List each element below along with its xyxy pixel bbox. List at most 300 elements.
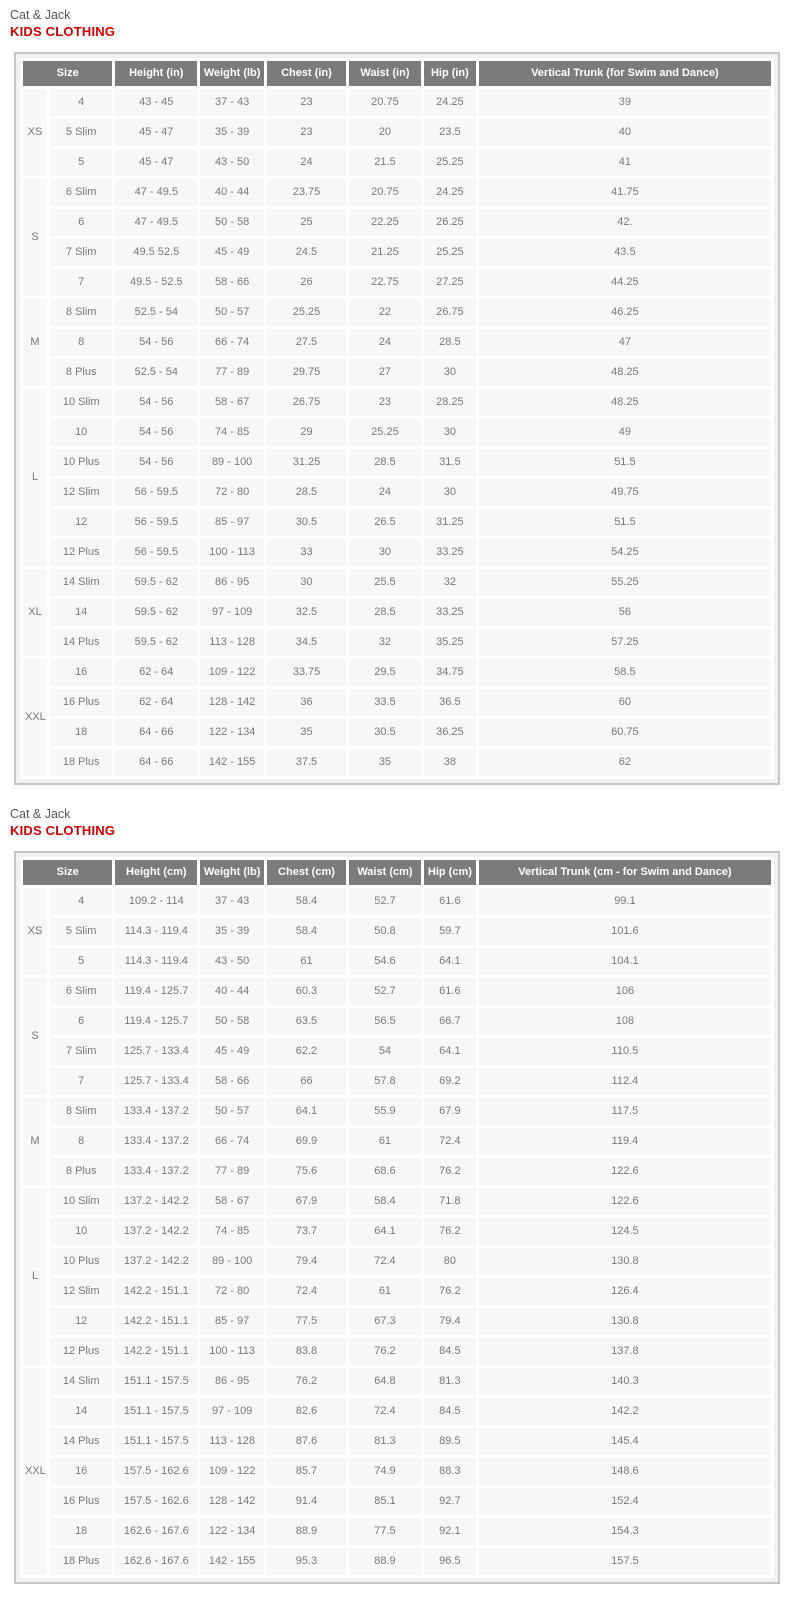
column-header-2: Weight (lb)	[199, 858, 266, 886]
value-cell: 51.5	[477, 507, 772, 537]
value-cell: 54 - 56	[114, 387, 199, 417]
column-header-5: Hip (cm)	[422, 858, 477, 886]
value-cell: 99.1	[477, 886, 772, 916]
value-cell: 80	[422, 1246, 477, 1276]
value-cell: 39	[477, 87, 772, 117]
value-cell: 30	[422, 417, 477, 447]
table-row	[22, 537, 773, 567]
size-cell: 12	[49, 1306, 114, 1336]
value-cell: 21.5	[347, 147, 422, 177]
table-row	[22, 687, 773, 717]
value-cell: 110.5	[477, 1036, 772, 1066]
table-row	[22, 886, 773, 916]
value-cell: 113 - 128	[199, 627, 266, 657]
value-cell: 104.1	[477, 946, 772, 976]
size-cell: 5	[49, 946, 114, 976]
value-cell: 109 - 122	[199, 1456, 266, 1486]
table-row	[22, 1276, 773, 1306]
table-row	[22, 207, 773, 237]
brand-category: KIDS CLOTHING	[10, 822, 116, 838]
table-row	[22, 417, 773, 447]
table-row	[22, 717, 773, 747]
value-cell: 28.5	[347, 597, 422, 627]
value-cell: 58 - 66	[199, 1066, 266, 1096]
value-cell: 69.9	[266, 1126, 348, 1156]
value-cell: 89 - 100	[199, 1246, 266, 1276]
size-cell: 5 Slim	[49, 916, 114, 946]
value-cell: 151.1 - 157.5	[114, 1396, 199, 1426]
value-cell: 50 - 57	[199, 297, 266, 327]
value-cell: 100 - 113	[199, 537, 266, 567]
value-cell: 33.25	[422, 537, 477, 567]
value-cell: 20.75	[347, 177, 422, 207]
value-cell: 91.4	[266, 1486, 348, 1516]
value-cell: 43 - 50	[199, 147, 266, 177]
table-row	[22, 237, 773, 267]
value-cell: 36.25	[422, 717, 477, 747]
value-cell: 142 - 155	[199, 1546, 266, 1576]
size-cell: 10 Slim	[49, 1186, 114, 1216]
size-cell: 8 Slim	[49, 297, 114, 327]
table-row	[22, 147, 773, 177]
value-cell: 62	[477, 747, 772, 777]
value-cell: 64.1	[347, 1216, 422, 1246]
size-cell: 14 Plus	[49, 1426, 114, 1456]
value-cell: 113 - 128	[199, 1426, 266, 1456]
brand-header-inches	[0, 0, 794, 52]
size-cell: 16 Plus	[49, 687, 114, 717]
value-cell: 112.4	[477, 1066, 772, 1096]
value-cell: 108	[477, 1006, 772, 1036]
size-cell: 6 Slim	[49, 177, 114, 207]
brand-category: KIDS CLOTHING	[10, 23, 116, 39]
value-cell: 58.4	[266, 886, 348, 916]
table-row	[22, 627, 773, 657]
column-header-0: Size	[22, 59, 114, 87]
value-cell: 34.75	[422, 657, 477, 687]
value-cell: 137.2 - 142.2	[114, 1216, 199, 1246]
size-cell: 8 Slim	[49, 1096, 114, 1126]
value-cell: 21.25	[347, 237, 422, 267]
value-cell: 26	[266, 267, 348, 297]
value-cell: 72.4	[347, 1396, 422, 1426]
value-cell: 59.5 - 62	[114, 567, 199, 597]
size-cell: 6	[49, 207, 114, 237]
size-cell: 7 Slim	[49, 1036, 114, 1066]
table-row	[22, 657, 773, 687]
value-cell: 32	[422, 567, 477, 597]
value-cell: 140.3	[477, 1366, 772, 1396]
value-cell: 117.5	[477, 1096, 772, 1126]
value-cell: 133.4 - 137.2	[114, 1096, 199, 1126]
value-cell: 119.4	[477, 1126, 772, 1156]
value-cell: 76.2	[347, 1336, 422, 1366]
value-cell: 54.6	[347, 946, 422, 976]
value-cell: 82.6	[266, 1396, 348, 1426]
value-cell: 68.6	[347, 1156, 422, 1186]
value-cell: 40 - 44	[199, 976, 266, 1006]
value-cell: 152.4	[477, 1486, 772, 1516]
value-cell: 85 - 97	[199, 1306, 266, 1336]
size-group-label-m: M	[22, 297, 49, 387]
value-cell: 54.25	[477, 537, 772, 567]
table-row	[22, 1456, 773, 1486]
value-cell: 49	[477, 417, 772, 447]
value-cell: 30	[347, 537, 422, 567]
value-cell: 30.5	[347, 717, 422, 747]
size-group-label-l: L	[22, 1186, 49, 1366]
size-group-label-xxl: XXL	[22, 657, 49, 777]
size-chart-centimeters-table	[20, 857, 774, 1578]
value-cell: 20.75	[347, 87, 422, 117]
value-cell: 124.5	[477, 1216, 772, 1246]
size-cell: 5 Slim	[49, 117, 114, 147]
value-cell: 76.2	[422, 1156, 477, 1186]
size-cell: 16	[49, 1456, 114, 1486]
table-row	[22, 387, 773, 417]
value-cell: 25	[266, 207, 348, 237]
value-cell: 58.5	[477, 657, 772, 687]
value-cell: 27.25	[422, 267, 477, 297]
table-row	[22, 1516, 773, 1546]
size-cell: 4	[49, 87, 114, 117]
value-cell: 25.25	[422, 147, 477, 177]
value-cell: 22	[347, 297, 422, 327]
value-cell: 109.2 - 114	[114, 886, 199, 916]
table-row	[22, 1306, 773, 1336]
value-cell: 92.1	[422, 1516, 477, 1546]
value-cell: 24.5	[266, 237, 348, 267]
value-cell: 57.8	[347, 1066, 422, 1096]
value-cell: 22.75	[347, 267, 422, 297]
value-cell: 64.1	[266, 1096, 348, 1126]
size-group-label-s: S	[22, 976, 49, 1096]
value-cell: 31.25	[266, 447, 348, 477]
value-cell: 23.5	[422, 117, 477, 147]
value-cell: 54 - 56	[114, 447, 199, 477]
table-row	[22, 1066, 773, 1096]
value-cell: 50 - 58	[199, 207, 266, 237]
value-cell: 89.5	[422, 1426, 477, 1456]
value-cell: 54 - 56	[114, 327, 199, 357]
value-cell: 95.3	[266, 1546, 348, 1576]
value-cell: 81.3	[347, 1426, 422, 1456]
value-cell: 119.4 - 125.7	[114, 1006, 199, 1036]
value-cell: 86 - 95	[199, 567, 266, 597]
value-cell: 40 - 44	[199, 177, 266, 207]
value-cell: 30.5	[266, 507, 348, 537]
value-cell: 56 - 59.5	[114, 537, 199, 567]
value-cell: 31.25	[422, 507, 477, 537]
value-cell: 59.5 - 62	[114, 597, 199, 627]
value-cell: 28.5	[347, 447, 422, 477]
value-cell: 88.9	[266, 1516, 348, 1546]
value-cell: 48.25	[477, 357, 772, 387]
value-cell: 66 - 74	[199, 327, 266, 357]
table-row	[22, 87, 773, 117]
value-cell: 106	[477, 976, 772, 1006]
value-cell: 130.8	[477, 1246, 772, 1276]
value-cell: 54 - 56	[114, 417, 199, 447]
table-row	[22, 477, 773, 507]
size-cell: 8 Plus	[49, 357, 114, 387]
size-cell: 10 Slim	[49, 387, 114, 417]
value-cell: 60.3	[266, 976, 348, 1006]
size-group-label-xxl: XXL	[22, 1366, 49, 1576]
value-cell: 29	[266, 417, 348, 447]
size-group-label-xs: XS	[22, 886, 49, 976]
value-cell: 142 - 155	[199, 747, 266, 777]
value-cell: 49.5 - 52.5	[114, 267, 199, 297]
value-cell: 38	[422, 747, 477, 777]
size-cell: 18	[49, 1516, 114, 1546]
column-header-4: Waist (in)	[347, 59, 422, 87]
size-cell: 16 Plus	[49, 1486, 114, 1516]
value-cell: 125.7 - 133.4	[114, 1036, 199, 1066]
value-cell: 23	[266, 87, 348, 117]
value-cell: 33.25	[422, 597, 477, 627]
table-row	[22, 117, 773, 147]
column-header-0: Size	[22, 858, 114, 886]
value-cell: 79.4	[266, 1246, 348, 1276]
table-row	[22, 177, 773, 207]
value-cell: 23.75	[266, 177, 348, 207]
value-cell: 148.6	[477, 1456, 772, 1486]
value-cell: 32.5	[266, 597, 348, 627]
size-group-label-m: M	[22, 1096, 49, 1186]
value-cell: 66	[266, 1066, 348, 1096]
column-header-6: Vertical Trunk (for Swim and Dance)	[477, 59, 772, 87]
value-cell: 64 - 66	[114, 747, 199, 777]
size-group-label-xs: XS	[22, 87, 49, 177]
value-cell: 72 - 80	[199, 1276, 266, 1306]
header-row	[22, 59, 773, 87]
value-cell: 60.75	[477, 717, 772, 747]
value-cell: 85 - 97	[199, 507, 266, 537]
value-cell: 29.75	[266, 357, 348, 387]
size-cell: 8 Plus	[49, 1156, 114, 1186]
value-cell: 30	[422, 357, 477, 387]
value-cell: 29.5	[347, 657, 422, 687]
size-cell: 16	[49, 657, 114, 687]
value-cell: 84.5	[422, 1336, 477, 1366]
value-cell: 87.6	[266, 1426, 348, 1456]
value-cell: 75.6	[266, 1156, 348, 1186]
table-row	[22, 567, 773, 597]
value-cell: 36.5	[422, 687, 477, 717]
value-cell: 66 - 74	[199, 1126, 266, 1156]
value-cell: 130.8	[477, 1306, 772, 1336]
size-cell: 6	[49, 1006, 114, 1036]
value-cell: 162.6 - 167.6	[114, 1516, 199, 1546]
table-row	[22, 1246, 773, 1276]
value-cell: 86 - 95	[199, 1366, 266, 1396]
table-row	[22, 327, 773, 357]
value-cell: 25.5	[347, 567, 422, 597]
value-cell: 20	[347, 117, 422, 147]
value-cell: 40	[477, 117, 772, 147]
value-cell: 36	[266, 687, 348, 717]
value-cell: 33	[266, 537, 348, 567]
header-row	[22, 858, 773, 886]
value-cell: 157.5	[477, 1546, 772, 1576]
value-cell: 31.5	[422, 447, 477, 477]
value-cell: 77 - 89	[199, 1156, 266, 1186]
value-cell: 50.8	[347, 916, 422, 946]
value-cell: 32	[347, 627, 422, 657]
table-row	[22, 946, 773, 976]
size-cell: 10 Plus	[49, 1246, 114, 1276]
value-cell: 61.6	[422, 886, 477, 916]
value-cell: 22.25	[347, 207, 422, 237]
size-cell: 6 Slim	[49, 976, 114, 1006]
value-cell: 71.8	[422, 1186, 477, 1216]
value-cell: 77 - 89	[199, 357, 266, 387]
value-cell: 79.4	[422, 1306, 477, 1336]
column-header-2: Weight (lb)	[199, 59, 266, 87]
value-cell: 63.5	[266, 1006, 348, 1036]
value-cell: 64.1	[422, 1036, 477, 1066]
table-row	[22, 597, 773, 627]
value-cell: 35.25	[422, 627, 477, 657]
value-cell: 30	[422, 477, 477, 507]
table-row	[22, 1336, 773, 1366]
value-cell: 35	[347, 747, 422, 777]
value-cell: 47	[477, 327, 772, 357]
size-cell: 4	[49, 886, 114, 916]
value-cell: 122 - 134	[199, 717, 266, 747]
value-cell: 50 - 58	[199, 1006, 266, 1036]
value-cell: 72.4	[347, 1246, 422, 1276]
size-cell: 18 Plus	[49, 1546, 114, 1576]
value-cell: 96.5	[422, 1546, 477, 1576]
value-cell: 28.5	[422, 327, 477, 357]
value-cell: 157.5 - 162.6	[114, 1456, 199, 1486]
value-cell: 46.25	[477, 297, 772, 327]
size-chart-centimeters	[14, 851, 780, 1584]
value-cell: 74 - 85	[199, 1216, 266, 1246]
value-cell: 47 - 49.5	[114, 177, 199, 207]
value-cell: 92.7	[422, 1486, 477, 1516]
value-cell: 89 - 100	[199, 447, 266, 477]
value-cell: 41.75	[477, 177, 772, 207]
value-cell: 35	[266, 717, 348, 747]
size-cell: 14 Slim	[49, 1366, 114, 1396]
value-cell: 56	[477, 597, 772, 627]
value-cell: 126.4	[477, 1276, 772, 1306]
value-cell: 114.3 - 119.4	[114, 946, 199, 976]
value-cell: 72.4	[266, 1276, 348, 1306]
value-cell: 30	[266, 567, 348, 597]
value-cell: 151.1 - 157.5	[114, 1366, 199, 1396]
value-cell: 52.7	[347, 976, 422, 1006]
size-cell: 8	[49, 327, 114, 357]
value-cell: 55.25	[477, 567, 772, 597]
value-cell: 142.2 - 151.1	[114, 1276, 199, 1306]
value-cell: 157.5 - 162.6	[114, 1486, 199, 1516]
size-cell: 7 Slim	[49, 237, 114, 267]
value-cell: 23	[266, 117, 348, 147]
value-cell: 34.5	[266, 627, 348, 657]
value-cell: 69.2	[422, 1066, 477, 1096]
value-cell: 122 - 134	[199, 1516, 266, 1546]
value-cell: 133.4 - 137.2	[114, 1126, 199, 1156]
value-cell: 97 - 109	[199, 597, 266, 627]
value-cell: 49.5 52.5	[114, 237, 199, 267]
value-cell: 128 - 142	[199, 1486, 266, 1516]
size-cell: 12 Slim	[49, 1276, 114, 1306]
value-cell: 88.9	[347, 1546, 422, 1576]
table-row	[22, 1006, 773, 1036]
value-cell: 114.3 - 119.4	[114, 916, 199, 946]
value-cell: 45 - 49	[199, 237, 266, 267]
value-cell: 23	[347, 387, 422, 417]
value-cell: 128 - 142	[199, 687, 266, 717]
value-cell: 45 - 49	[199, 1036, 266, 1066]
value-cell: 58 - 67	[199, 1186, 266, 1216]
value-cell: 57.25	[477, 627, 772, 657]
value-cell: 137.2 - 142.2	[114, 1186, 199, 1216]
value-cell: 51.5	[477, 447, 772, 477]
table-row	[22, 1396, 773, 1426]
value-cell: 58.4	[347, 1186, 422, 1216]
table-row	[22, 267, 773, 297]
value-cell: 61	[347, 1126, 422, 1156]
value-cell: 26.75	[266, 387, 348, 417]
value-cell: 62 - 64	[114, 657, 199, 687]
table-row	[22, 1156, 773, 1186]
value-cell: 24	[266, 147, 348, 177]
size-cell: 10	[49, 1216, 114, 1246]
value-cell: 41	[477, 147, 772, 177]
value-cell: 137.8	[477, 1336, 772, 1366]
value-cell: 37 - 43	[199, 87, 266, 117]
value-cell: 83.8	[266, 1336, 348, 1366]
value-cell: 133.4 - 137.2	[114, 1156, 199, 1186]
value-cell: 77.5	[347, 1516, 422, 1546]
value-cell: 25.25	[266, 297, 348, 327]
value-cell: 73.7	[266, 1216, 348, 1246]
column-header-3: Chest (cm)	[266, 858, 348, 886]
size-cell: 12 Plus	[49, 1336, 114, 1366]
size-cell: 5	[49, 147, 114, 177]
value-cell: 26.25	[422, 207, 477, 237]
column-header-1: Height (cm)	[114, 858, 199, 886]
value-cell: 35 - 39	[199, 117, 266, 147]
table-row	[22, 1216, 773, 1246]
value-cell: 154.3	[477, 1516, 772, 1546]
table-row	[22, 747, 773, 777]
value-cell: 97 - 109	[199, 1396, 266, 1426]
value-cell: 59.7	[422, 916, 477, 946]
value-cell: 119.4 - 125.7	[114, 976, 199, 1006]
value-cell: 77.5	[266, 1306, 348, 1336]
value-cell: 88.3	[422, 1456, 477, 1486]
value-cell: 142.2 - 151.1	[114, 1336, 199, 1366]
column-header-4: Waist (cm)	[347, 858, 422, 886]
size-cell: 12 Plus	[49, 537, 114, 567]
value-cell: 61	[266, 946, 348, 976]
value-cell: 48.25	[477, 387, 772, 417]
value-cell: 52.5 - 54	[114, 357, 199, 387]
value-cell: 54	[347, 1036, 422, 1066]
value-cell: 67.9	[266, 1186, 348, 1216]
size-cell: 18 Plus	[49, 747, 114, 777]
table-row	[22, 297, 773, 327]
value-cell: 25.25	[422, 237, 477, 267]
value-cell: 43 - 50	[199, 946, 266, 976]
value-cell: 58 - 67	[199, 387, 266, 417]
